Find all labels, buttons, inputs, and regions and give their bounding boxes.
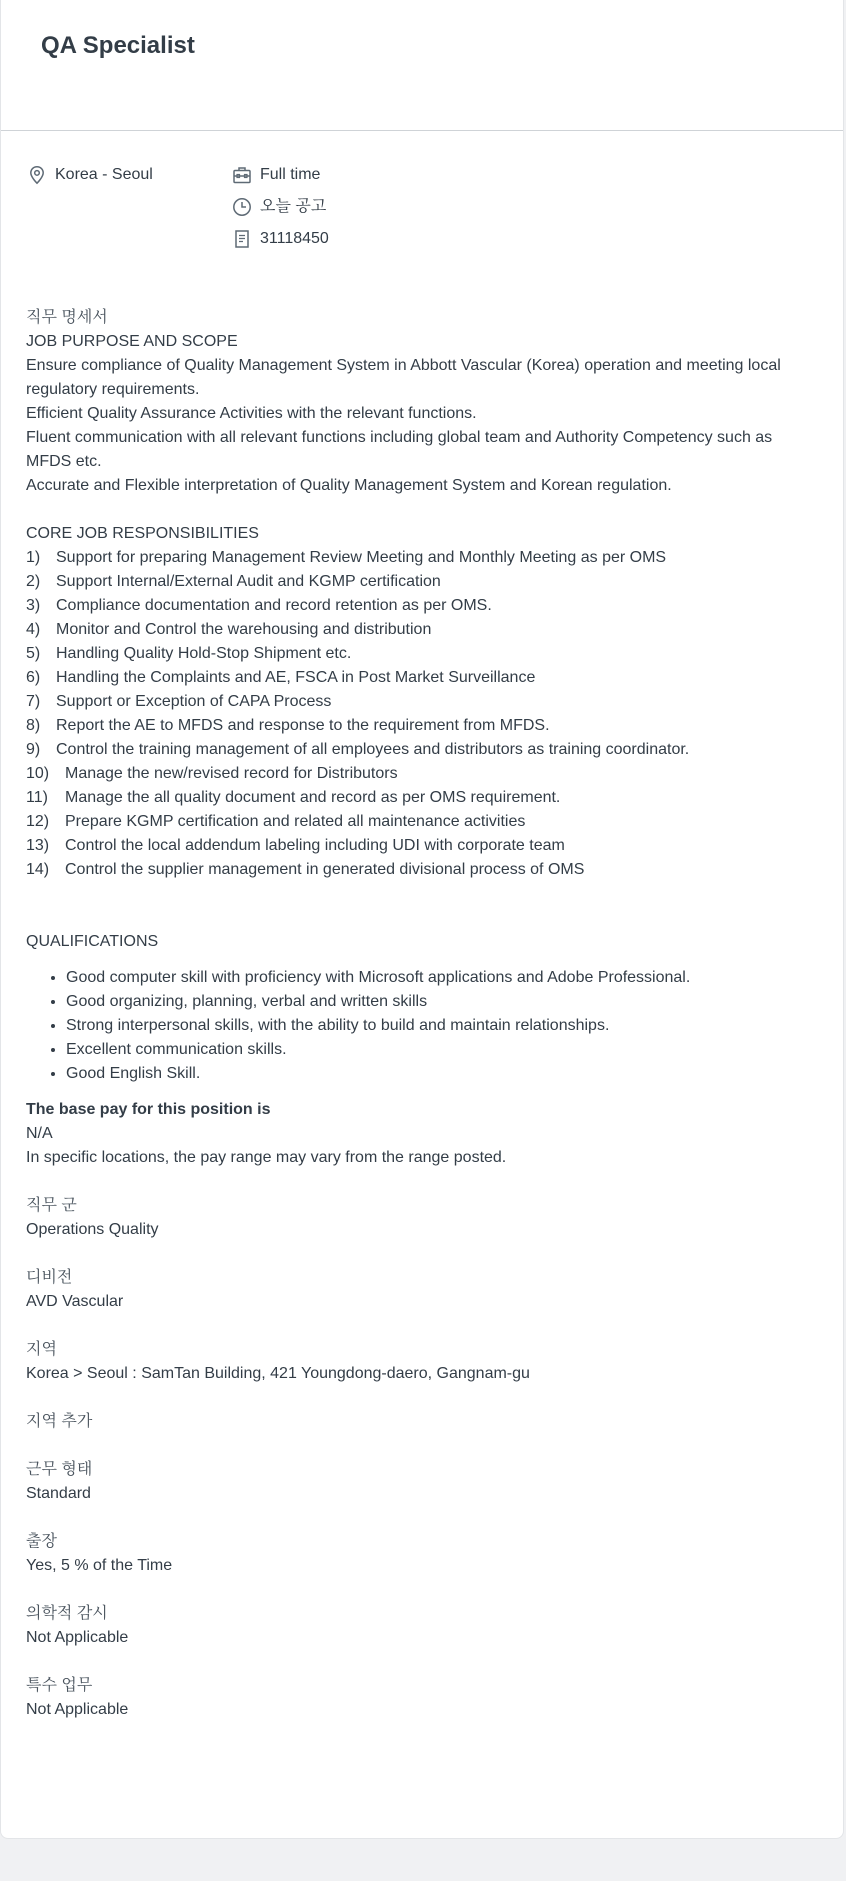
detail-label-significant-work: 특수 업무	[26, 1677, 93, 1694]
list-item-number: 4)	[26, 621, 41, 638]
list-item	[26, 642, 816, 666]
detail-value-work-shift: Standard	[26, 1485, 91, 1502]
list-item	[26, 690, 816, 714]
pay-value: N/A	[26, 1125, 53, 1142]
job-requisition-text: 31118450	[260, 230, 329, 247]
list-item-number: 8)	[26, 717, 41, 734]
list-item-text: Support or Exception of CAPA Process	[56, 693, 332, 710]
list-item-text: Report the AE to MFDS and response to the requirement from MFDS.	[56, 717, 550, 734]
briefcase-icon	[232, 165, 252, 185]
job-posted-text: 오늘 공고	[260, 198, 327, 215]
list-item-text: Control the training management of all employees and distributors as training coordinator.	[56, 741, 690, 758]
map-pin-icon	[27, 165, 47, 185]
list-item-text: Control the local addendum labeling including UDI with corporate team	[65, 837, 565, 854]
job-location-text: Korea - Seoul	[55, 166, 153, 183]
list-item-number: 13)	[26, 837, 50, 854]
job-title: QA Specialist	[41, 32, 195, 59]
detail-value-significant-work: Not Applicable	[26, 1701, 129, 1718]
list-item-text: Handling Quality Hold-Stop Shipment etc.	[56, 645, 352, 662]
qualifications-list	[26, 966, 816, 1086]
list-item	[26, 786, 816, 810]
list-item-text: Monitor and Control the warehousing and distribution	[56, 621, 432, 638]
list-item: • Good organizing, planning, verbal and written skills	[66, 990, 816, 1014]
detail-label-job-family: 직무 군	[26, 1197, 77, 1214]
job-description	[26, 306, 816, 1722]
list-item-number: 10)	[26, 765, 50, 782]
list-item: • Strong interpersonal skills, with the ability to build and maintain relationships.	[66, 1014, 816, 1038]
purpose-line: Ensure compliance of Quality Management System in Abbott Vascular (Korea) operation and meeting local regulatory requirements.	[26, 357, 781, 398]
list-item-number: 5)	[26, 645, 41, 662]
detail-value-location: Korea > Seoul : SamTan Building, 421 Youngdong-daero, Gangnam-gu	[26, 1365, 530, 1382]
pay-note: In specific locations, the pay range may vary from the range posted.	[26, 1149, 507, 1166]
job-employment-type	[232, 163, 329, 187]
list-item	[26, 546, 816, 570]
detail-value-division: AVD Vascular	[26, 1293, 124, 1310]
purpose-line: Accurate and Flexible interpretation of Quality Management System and Korean regulation.	[26, 477, 672, 494]
job-posted-date	[232, 195, 329, 219]
list-item	[26, 738, 816, 762]
list-item	[26, 618, 816, 642]
list-item	[26, 714, 816, 738]
detail-label-division: 디비전	[26, 1269, 73, 1286]
list-item-text: Compliance documentation and record retention as per OMS.	[56, 597, 492, 614]
detail-value-job-family: Operations Quality	[26, 1221, 159, 1238]
list-item-text: Prepare KGMP certification and related all maintenance activities	[65, 813, 526, 830]
list-item	[26, 834, 816, 858]
detail-value-medical-surveillance: Not Applicable	[26, 1629, 129, 1646]
list-item-number: 14)	[26, 861, 50, 878]
list-item	[26, 594, 816, 618]
detail-label-travel: 출장	[26, 1533, 57, 1550]
job-meta-right	[232, 163, 329, 259]
purpose-title: JOB PURPOSE AND SCOPE	[26, 333, 238, 350]
purpose-line: Fluent communication with all relevant functions including global team and Authority Competency such as MFDS etc.	[26, 429, 773, 470]
list-item-text: Support Internal/External Audit and KGMP certification	[56, 573, 441, 590]
responsibilities-list	[26, 546, 816, 882]
list-item	[26, 762, 816, 786]
job-employment-type-text: Full time	[260, 166, 321, 183]
detail-label-location: 지역	[26, 1341, 57, 1358]
responsibilities-title: CORE JOB RESPONSIBILITIES	[26, 525, 259, 542]
list-item-number: 9)	[26, 741, 41, 758]
detail-label-medical-surveillance: 의학적 감시	[26, 1605, 108, 1622]
detail-value-travel: Yes, 5 % of the Time	[26, 1557, 173, 1574]
job-meta-left	[27, 163, 153, 195]
list-item	[26, 810, 816, 834]
list-item-number: 6)	[26, 669, 41, 686]
job-header	[1, 0, 843, 131]
list-item-number: 3)	[26, 597, 41, 614]
list-item: • Good computer skill with proficiency with Microsoft applications and Adobe Professional.	[66, 966, 816, 990]
list-item-number: 12)	[26, 813, 50, 830]
list-item-text: Support for preparing Management Review Meeting and Monthly Meeting as per OMS	[56, 549, 667, 566]
list-item: • Good English Skill.	[66, 1062, 816, 1086]
list-item: • Excellent communication skills.	[66, 1038, 816, 1062]
list-item-text: Control the supplier management in generated divisional process of OMS	[65, 861, 585, 878]
list-item-text: Manage the all quality document and record as per OMS requirement.	[65, 789, 561, 806]
document-icon	[232, 229, 252, 249]
description-heading: 직무 명세서	[26, 309, 108, 326]
clock-icon	[232, 197, 252, 217]
pay-title: The base pay for this position is	[26, 1101, 271, 1118]
list-item-number: 11)	[26, 789, 48, 806]
detail-label-work-shift: 근무 형태	[26, 1461, 93, 1478]
list-item-text: Manage the new/revised record for Distributors	[65, 765, 398, 782]
list-item-number: 1)	[26, 549, 41, 566]
list-item-text: Handling the Complaints and AE, FSCA in Post Market Surveillance	[56, 669, 536, 686]
list-item	[26, 666, 816, 690]
job-location	[27, 163, 153, 187]
list-item-number: 7)	[26, 693, 41, 710]
qualifications-title: QUALIFICATIONS	[26, 933, 159, 950]
list-item	[26, 570, 816, 594]
list-item	[26, 858, 816, 882]
detail-label-additional-locations: 지역 추가	[26, 1413, 93, 1430]
job-requisition-id	[232, 227, 329, 251]
list-item-number: 2)	[26, 573, 41, 590]
purpose-line: Efficient Quality Assurance Activities with the relevant functions.	[26, 405, 477, 422]
